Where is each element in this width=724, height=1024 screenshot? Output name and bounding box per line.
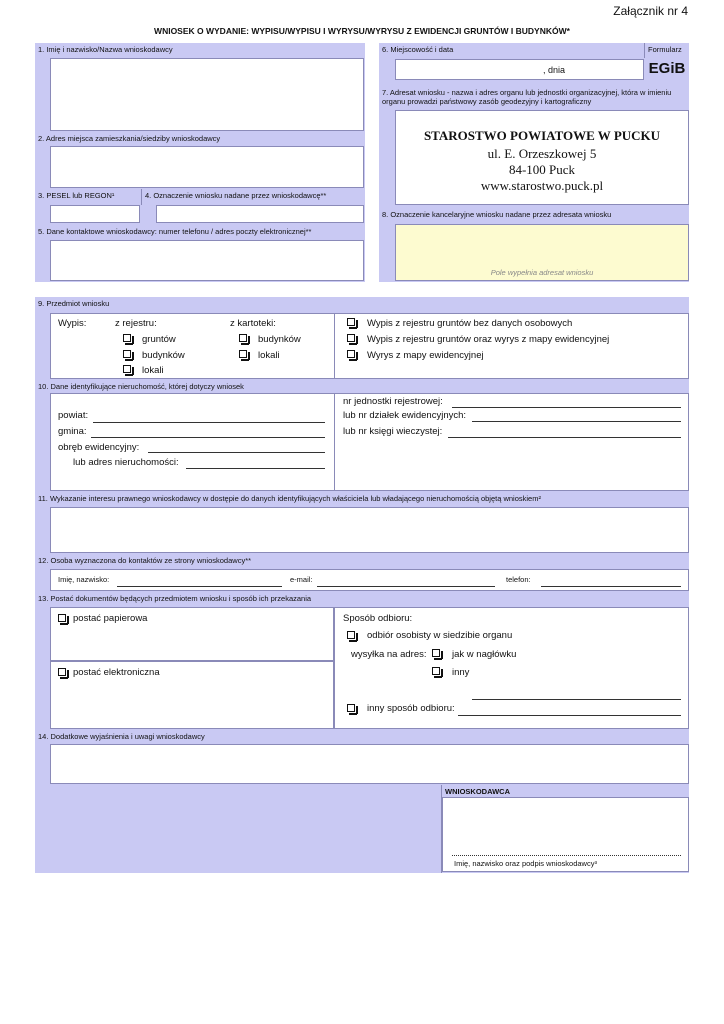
opt3-label: Wyrys z mapy ewidencyjnej bbox=[367, 350, 484, 361]
contact-field[interactable] bbox=[50, 240, 364, 281]
electronic-checkbox[interactable] bbox=[58, 668, 66, 676]
other-address-label: inny bbox=[452, 667, 470, 678]
signature-caption: Imię, nazwisko oraz podpis wnioskodawcy³ bbox=[454, 859, 597, 868]
sec9-label: 9. Przedmiot wniosku bbox=[35, 297, 689, 313]
opt3-checkbox[interactable] bbox=[347, 350, 355, 358]
sec9-divider bbox=[334, 313, 335, 379]
gruntow-label: gruntów bbox=[142, 334, 176, 345]
gruntow-checkbox[interactable] bbox=[123, 334, 131, 342]
lokali-label: lokali bbox=[142, 365, 164, 376]
sec5-label: 5. Dane kontaktowe wnioskodawcy: numer telefonu / adres poczty elektronicznej** bbox=[35, 225, 365, 240]
kartoteka-lokali-label: lokali bbox=[258, 350, 280, 361]
applicant-name-field[interactable] bbox=[50, 58, 364, 131]
opt2-label: Wypis z rejestru gruntów oraz wyrys z mapy ewidencyjnej bbox=[367, 334, 610, 345]
delivery-method-label: Sposób odbioru: bbox=[343, 613, 413, 624]
obreb-label: obręb ewidencyjny: bbox=[58, 442, 140, 453]
pesel-field[interactable] bbox=[50, 205, 140, 223]
sec1-label: 1. Imię i nazwisko/Nazwa wnioskodawcy bbox=[35, 43, 365, 58]
kartoteka-budynkow-checkbox[interactable] bbox=[239, 334, 247, 342]
gmina-input[interactable] bbox=[91, 437, 325, 438]
as-header-checkbox[interactable] bbox=[432, 649, 440, 657]
addressee-name: STAROSTWO POWIATOWE W PUCKU bbox=[423, 128, 661, 143]
sec4-label: 4. Oznaczenie wniosku nadane przez wnioskodawcę** bbox=[141, 189, 365, 205]
opt1-checkbox[interactable] bbox=[347, 318, 355, 326]
sec2-label: 2. Adres miejsca zamieszkania/siedziby wnioskodawcy bbox=[35, 132, 365, 146]
contact-name-input[interactable] bbox=[117, 586, 282, 587]
personal-pickup-checkbox[interactable] bbox=[347, 631, 355, 639]
contact-email-label: e-mail: bbox=[290, 575, 313, 584]
adres-input[interactable] bbox=[186, 468, 325, 469]
as-header-label: jak w nagłówku bbox=[452, 649, 517, 660]
remarks-field[interactable] bbox=[50, 744, 689, 784]
sec10-divider bbox=[334, 393, 335, 491]
personal-pickup-label: odbiór osobisty w siedzibie organu bbox=[367, 630, 513, 641]
signature-title: WNIOSKODAWCA bbox=[442, 785, 689, 797]
lokali-checkbox[interactable] bbox=[123, 365, 131, 373]
sec6-label: 6. Miejscowość i data bbox=[379, 43, 644, 58]
sec3-label: 3. PESEL lub REGON¹ bbox=[35, 189, 141, 205]
ksiega-input[interactable] bbox=[448, 437, 681, 438]
contact-phone-input[interactable] bbox=[541, 586, 681, 587]
kartoteka-budynkow-label: budynków bbox=[258, 334, 301, 345]
sec12-field bbox=[50, 569, 689, 591]
addressee-street: ul. E. Orzeszkowej 5 bbox=[487, 146, 597, 161]
sec14-label: 14. Dodatkowe wyjaśnienia i uwagi wnioskodawcy bbox=[35, 730, 689, 744]
dzialki-input[interactable] bbox=[472, 421, 681, 422]
budynkow-checkbox[interactable] bbox=[123, 350, 131, 358]
addressee-www: www.starostwo.puck.pl bbox=[480, 178, 604, 193]
obreb-input[interactable] bbox=[148, 452, 325, 453]
powiat-input[interactable] bbox=[93, 422, 325, 423]
budynkow-label: budynków bbox=[142, 350, 185, 361]
mail-label: wysyłka na adres: bbox=[351, 649, 427, 660]
sec12-label: 12. Osoba wyznaczona do kontaktów ze strony wnioskodawcy** bbox=[35, 554, 689, 569]
sec8-label: 8. Oznaczenie kancelaryjne wniosku nadane przez adresata wniosku bbox=[379, 208, 689, 224]
other-method-label: inny sposób odbioru: bbox=[367, 703, 455, 714]
contact-email-input[interactable] bbox=[317, 586, 495, 587]
z-rejestru-label: z rejestru: bbox=[115, 318, 157, 329]
applicant-address-field[interactable] bbox=[50, 146, 364, 188]
ksiega-label: lub nr księgi wieczystej: bbox=[343, 426, 443, 437]
addressee-city: 84-100 Puck bbox=[508, 162, 576, 177]
paper-checkbox[interactable] bbox=[58, 614, 66, 622]
jednostka-input[interactable] bbox=[452, 407, 681, 408]
form-title: WNIOSEK O WYDANIE: WYPISU/WYPISU I WYRYSU/WYRYSU Z EWIDENCJI GRUNTÓW I BUDYNKÓW* bbox=[154, 26, 570, 36]
sec7-label: 7. Adresat wniosku - nazwa i adres organu lub jednostki organizacyjnej, która w imieniu organu prowadzi państwowy zasób geodezyjny i kartograficzny bbox=[379, 86, 689, 110]
attachment-number: Załącznik nr 4 bbox=[613, 4, 688, 18]
place-date-field[interactable] bbox=[395, 59, 644, 80]
dzialki-label: lub nr działek ewidencyjnych: bbox=[343, 410, 467, 421]
sec11-label: 11. Wykazanie interesu prawnego wnioskodawcy w dostępie do danych identyfikujących właściciela lub władającego nieruchomością objętą wnioskiem² bbox=[35, 492, 689, 507]
electronic-label: postać elektroniczna bbox=[73, 667, 160, 678]
sec10-label: 10. Dane identyfikujące nieruchomość, której dotyczy wniosek bbox=[35, 380, 689, 393]
other-method-input[interactable] bbox=[458, 715, 681, 716]
other-address-checkbox[interactable] bbox=[432, 667, 440, 675]
form-label: Formularz bbox=[644, 43, 689, 58]
wypis-label: Wypis: bbox=[58, 318, 87, 329]
office-ref-note: Pole wypełnia adresat wniosku bbox=[490, 268, 594, 277]
jednostka-label: nr jednostki rejestrowej: bbox=[343, 396, 443, 407]
contact-phone-label: telefon: bbox=[506, 575, 531, 584]
date-suffix: , dnia bbox=[543, 65, 566, 75]
applicant-ref-field[interactable] bbox=[156, 205, 364, 223]
kartoteka-lokali-checkbox[interactable] bbox=[239, 350, 247, 358]
opt2-checkbox[interactable] bbox=[347, 334, 355, 342]
contact-name-label: Imię, nazwisko: bbox=[58, 575, 110, 584]
other-address-input[interactable] bbox=[472, 699, 681, 700]
legal-interest-field[interactable] bbox=[50, 507, 689, 553]
paper-label: postać papierowa bbox=[73, 613, 148, 624]
gmina-label: gmina: bbox=[58, 426, 87, 437]
opt1-label: Wypis z rejestru gruntów bez danych osobowych bbox=[367, 318, 573, 329]
signature-line bbox=[452, 855, 681, 856]
other-method-checkbox[interactable] bbox=[347, 704, 355, 712]
powiat-label: powiat: bbox=[58, 410, 89, 421]
form-code: EGiB bbox=[648, 60, 686, 77]
adres-label: lub adres nieruchomości: bbox=[73, 457, 179, 468]
z-kartoteki-label: z kartoteki: bbox=[230, 318, 276, 329]
sec13-label: 13. Postać dokumentów będących przedmiotem wniosku i sposób ich przekazania bbox=[35, 592, 689, 607]
